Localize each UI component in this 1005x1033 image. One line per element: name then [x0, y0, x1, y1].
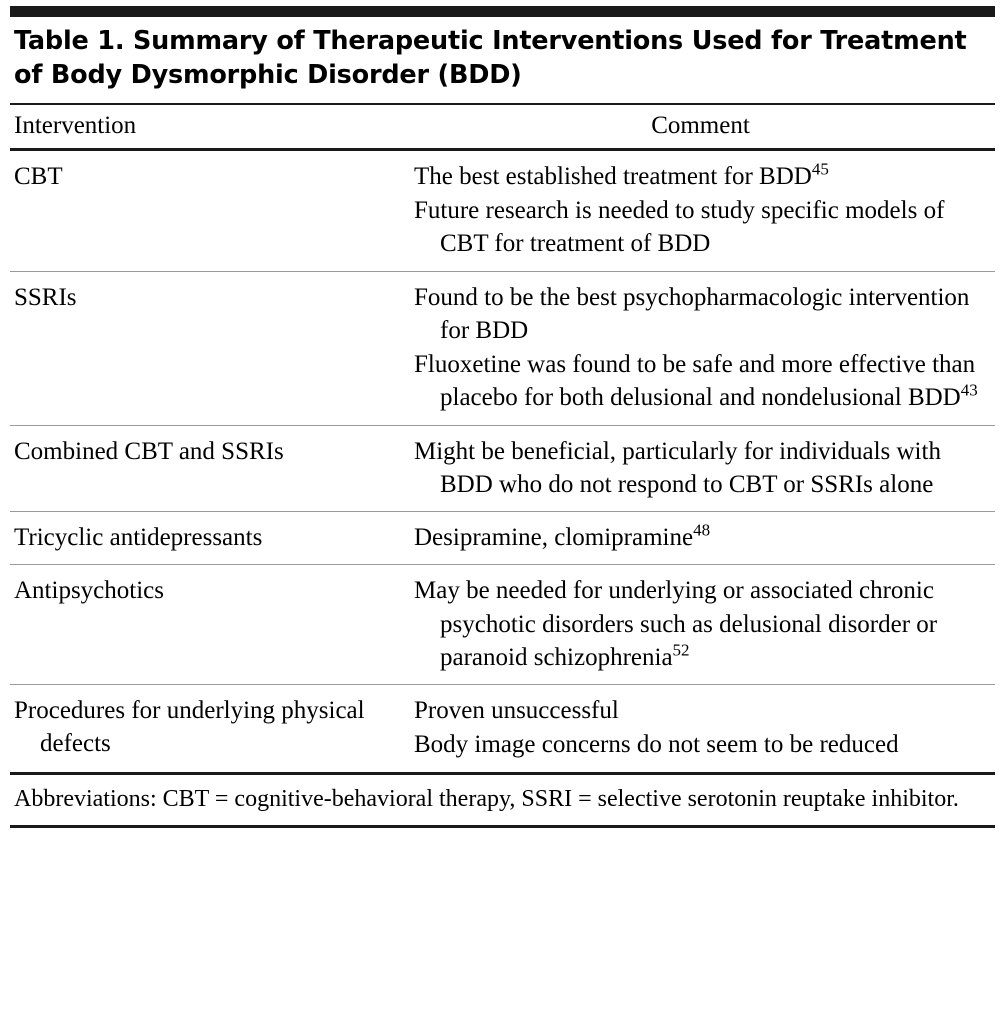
- comment-text: Future research is needed to study specific models of CBT for treatment of BDD: [414, 197, 945, 258]
- column-header-intervention: Intervention: [14, 111, 137, 139]
- reference-superscript: 48: [693, 520, 711, 540]
- comment-line: [414, 574, 991, 674]
- reference-superscript: 52: [672, 640, 690, 660]
- table-final-rule: [10, 825, 995, 828]
- cell-comment: [410, 685, 995, 772]
- cell-intervention: Tricyclic antidepressants: [14, 524, 263, 552]
- table-body-row-4: [10, 512, 995, 564]
- comment-text: Desipramine, clomipramine: [414, 524, 694, 552]
- comment-line: [414, 348, 991, 415]
- comment-text: Might be beneficial, particularly for individuals with BDD who do not respond to CBT or SSRIs alone: [414, 437, 941, 498]
- table-row: [10, 685, 995, 772]
- cell-comment: [410, 151, 995, 271]
- comment-line: [414, 728, 991, 761]
- table-body-row-1: [10, 151, 995, 271]
- comment-text: Body image concerns do not seem to be reduced: [414, 731, 899, 759]
- interventions-table: [10, 105, 995, 148]
- intervention-text: Procedures for underlying physical defects: [14, 697, 365, 758]
- table-body-row-3: [10, 426, 995, 512]
- comment-line: [414, 694, 991, 727]
- cell-intervention: Combined CBT and SSRIs: [14, 437, 284, 465]
- table-body-row-2: [10, 272, 995, 425]
- comment-line: [414, 435, 991, 502]
- table-footnote: [10, 775, 995, 826]
- table-title: Table 1. Summary of Therapeutic Interventions Used for Treatment of Body Dysmorphic Disorder (BDD): [14, 26, 967, 90]
- cell-comment: [410, 565, 995, 684]
- cell-comment: [410, 272, 995, 425]
- table-head: [10, 105, 995, 148]
- cell-intervention: Antipsychotics: [14, 577, 164, 605]
- table-row: [10, 426, 995, 512]
- cell-comment: [410, 426, 995, 512]
- table-row: [10, 151, 995, 271]
- comment-line: [414, 160, 991, 193]
- table-body-row-6: [10, 685, 995, 772]
- cell-intervention: SSRIs: [14, 283, 77, 311]
- comment-text: May be needed for underlying or associated chronic psychotic disorders such as delusional disorder or paranoid schizophrenia: [414, 577, 938, 671]
- table-top-rule: [10, 6, 995, 17]
- comment-text: The best established treatment for BDD: [414, 162, 812, 190]
- comment-text: Fluoxetine was found to be safe and more effective than placebo for both delusional and nondelusional BDD: [414, 351, 976, 412]
- comment-line: [414, 281, 991, 348]
- table-header-row: [10, 105, 995, 148]
- cell-intervention: CBT: [14, 162, 63, 190]
- cell-intervention: [10, 685, 410, 772]
- comment-text: Found to be the best psychopharmacologic intervention for BDD: [414, 283, 970, 344]
- table-container: [0, 6, 1005, 828]
- column-header-comment: Comment: [651, 111, 750, 139]
- table-row: [10, 512, 995, 564]
- reference-superscript: 43: [960, 380, 978, 400]
- table-row: [10, 565, 995, 684]
- reference-superscript: 45: [811, 159, 829, 179]
- comment-text: Proven unsuccessful: [414, 697, 619, 725]
- comment-line: [414, 194, 991, 261]
- table-body-row-5: [10, 565, 995, 684]
- comment-line: [414, 521, 991, 554]
- abbreviations-text: Abbreviations: CBT = cognitive-behavioral therapy, SSRI = selective serotonin reuptake inhibitor.: [14, 785, 959, 812]
- cell-comment: [410, 512, 995, 564]
- table-row: [10, 272, 995, 425]
